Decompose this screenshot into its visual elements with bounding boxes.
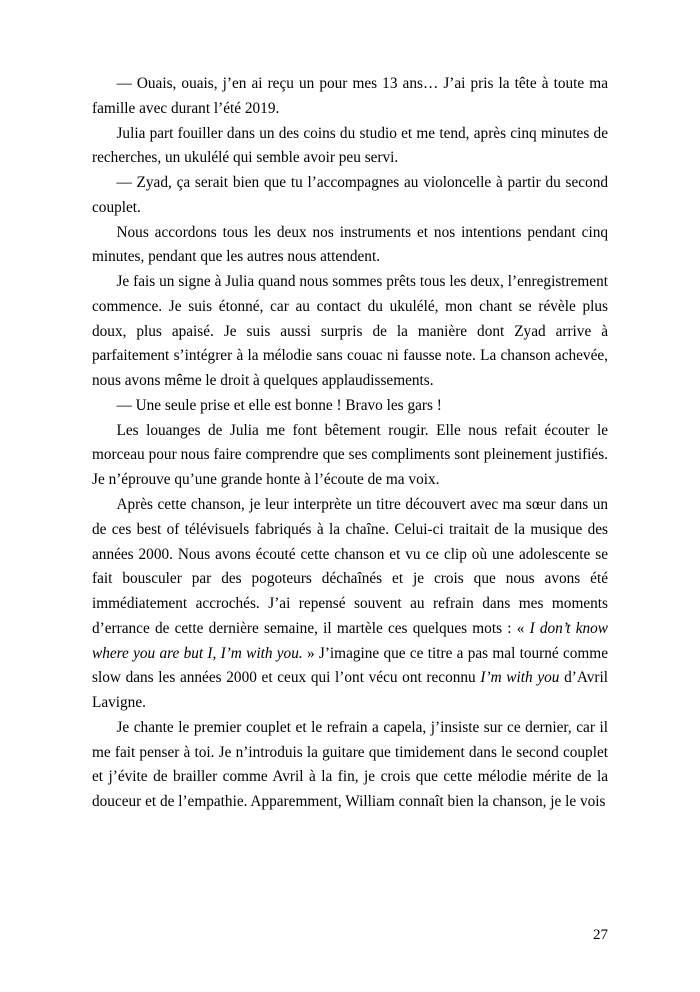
- paragraph: [92, 419, 608, 493]
- italic-run: I don’t know where you are but I, I’m with you.: [92, 619, 608, 662]
- paragraph: [92, 270, 608, 394]
- text-run: Les louanges de Julia me font bêtement rougir. Elle nous refait écouter le morceau pour nous faire comprendre que ses compliments sont pleinement justifiés. Je n’éprouve qu’une grande honte à l’écoute de ma voix.: [92, 421, 608, 489]
- text-run: » J’imagine que ce titre a pas mal tourné comme slow dans les années 2000 et ceux qui l’ont vécu ont reconnu: [92, 644, 608, 687]
- paragraph: [92, 171, 608, 221]
- text-run: Après cette chanson, je leur interprète un titre découvert avec ma sœur dans un de ces best of télévisuels fabriqués à la chaîne. Celui-ci traitait de la musique des années 2000. Nous avons écouté cette chanson et vu ce clip où une adolescente se fait bousculer par des pogoteurs déchaînés et je crois que nous avons été immédiatement accrochés. J’ai repensé souvent au refrain dans mes moments d’errance de cette dernière semaine, il martèle ces quelques mots : «: [92, 496, 608, 637]
- italic-run: I’m with you: [480, 669, 560, 687]
- paragraph: [92, 394, 608, 419]
- text-run: Nous accordons tous les deux nos instruments et nos intentions pendant cinq minutes, pendant que les autres nous attendent.: [92, 223, 608, 266]
- paragraph: [92, 221, 608, 271]
- paragraph: [92, 716, 608, 815]
- text-run: — Une seule prise et elle est bonne ! Bravo les gars !: [116, 396, 442, 414]
- page-number: 27: [593, 927, 608, 943]
- paragraph: [92, 122, 608, 172]
- text-run: d’Avril Lavigne.: [92, 669, 608, 712]
- text-run: Je chante le premier couplet et le refrain a capela, j’insiste sur ce dernier, car il me fait penser à toi. Je n’introduis la guitare que timidement dans le second couplet et j’évite de brailler comme Avril à la fin, je crois que cette mélodie mérite de la douceur et de l’empathie. Apparemment, William connaît bien la chanson, je le vois: [92, 718, 608, 811]
- text-run: — Zyad, ça serait bien que tu l’accompagnes au violoncelle à partir du second couplet.: [92, 174, 608, 216]
- paragraph: [92, 72, 608, 122]
- text-run: — Ouais, ouais, j’en ai reçu un pour mes 13 ans… J’ai pris la tête à toute ma famille avec durant l’été 2019.: [92, 75, 608, 117]
- text-run: Julia part fouiller dans un des coins du studio et me tend, après cinq minutes de recherches, un ukulélé qui semble avoir peu servi.: [92, 124, 608, 167]
- paragraph: [92, 493, 608, 716]
- text-run: Je fais un signe à Julia quand nous sommes prêts tous les deux, l’enregistrement commence. Je suis étonné, car au contact du ukulélé, mon chant se révèle plus doux, plus apaisé. Je suis aussi surpris de la manière dont Zyad arrive à parfaitement s’intégrer à la mélodie sans couac ni fausse note. La chanson achevée, nous avons même le droit à quelques applaudissements.: [92, 273, 608, 390]
- page-body: [92, 72, 608, 815]
